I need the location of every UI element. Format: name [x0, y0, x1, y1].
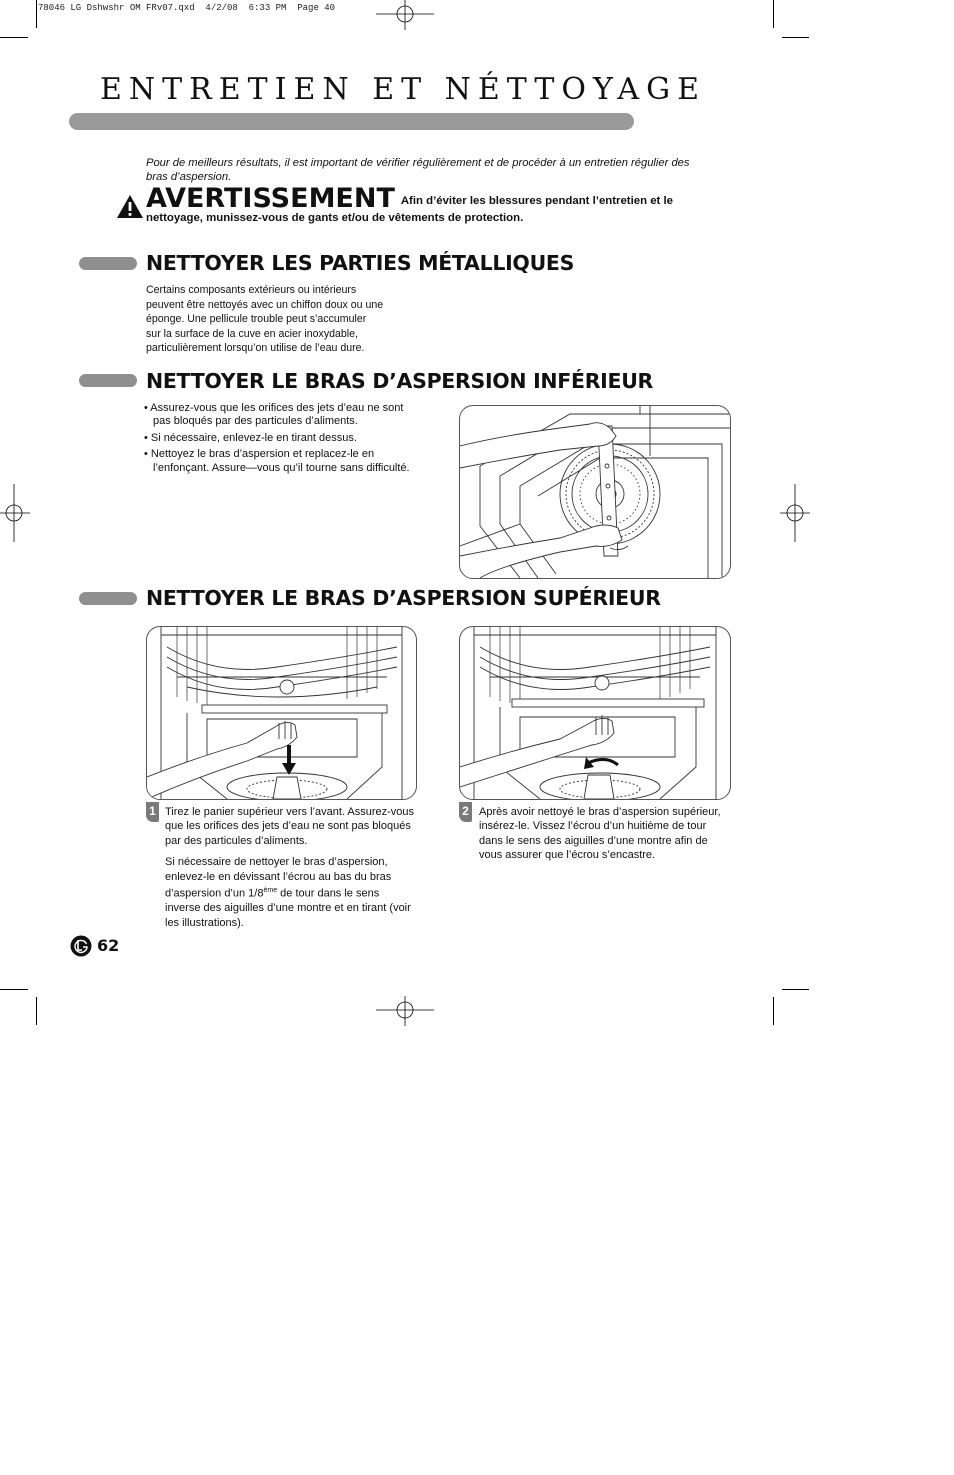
list-item: • Assurez-vous que les orifices des jets d’eau ne sont pas bloqués par des particules d’aliments.	[144, 402, 404, 428]
step1-paragraph-2	[165, 855, 415, 930]
section-marker-metal	[79, 257, 137, 270]
intro-text: Pour de meilleurs résultats, il est important de vérifier régulièrement et de procéder à un entretien régulier des bras d’aspersion.	[146, 157, 690, 183]
page-title: ENTRETIEN ET NÉTTOYAGE	[100, 72, 706, 107]
step1-paragraph: Tirez le panier supérieur vers l’avant. Assurez-vous que les orifices des jets d’eau ne sont pas bloqués par des particules d’aliments.	[165, 806, 415, 847]
registration-mark-left	[0, 484, 30, 542]
warning-block	[146, 183, 706, 227]
metal-line: éponge. Une pellicule trouble peut s’accumuler	[146, 313, 367, 326]
lower-arm-list	[144, 402, 416, 478]
heading-lower-arm: NETTOYER LE BRAS D’ASPERSION INFÉRIEUR	[146, 369, 654, 393]
step1-text	[165, 805, 415, 937]
metal-line: Certains composants extérieurs ou intérieurs	[146, 284, 357, 296]
warning-label: AVERTISSEMENT	[146, 183, 395, 214]
warning-text: Afin d’éviter les blessures pendant l’entretien et le nettoyage, munissez-vous de gants et/ou de vêtements de protection.	[146, 195, 674, 224]
page-number: 62	[97, 936, 120, 955]
registration-mark-bottom	[376, 996, 434, 1026]
warning-triangle-icon	[116, 194, 144, 219]
step1-text2b: de tour dans le sens inverse des aiguilles d’une montre et en tirant (voir les illustrations).	[165, 887, 411, 929]
step-number-1: 1	[146, 802, 159, 822]
print-slug: 78046 LG Dshwshr OM FRv07.qxd 4/2/08 6:33 PM Page 40	[38, 3, 336, 13]
step2-text	[479, 805, 724, 870]
lg-logo-icon	[70, 935, 92, 957]
step1-text2a: Si nécessaire de nettoyer le bras d’aspersion, enlevez-le en dévissant l’écrou au bas du bras d’aspersion d’un 1/8	[165, 856, 392, 900]
title-bar	[69, 113, 634, 130]
heading-metal: NETTOYER LES PARTIES MÉTALLIQUES	[146, 251, 575, 275]
step-number-2: 2	[459, 802, 472, 822]
metal-line: particulièrement lorsqu’on utilise de l’eau dure.	[146, 342, 365, 355]
lower-spray-arm-illustration	[459, 405, 731, 579]
metal-line: peuvent être nettoyés avec un chiffon doux ou une	[146, 298, 384, 311]
step1-superscript: ème	[263, 887, 278, 895]
step2-paragraph: Après avoir nettoyé le bras d’aspersion supérieur, insérez-le. Vissez l’écrou d’un huitième de tour dans le sens des aiguilles d’une montre afin de vous assurer que l’écrou s’encastre.	[479, 806, 721, 862]
list-item: • Si nécessaire, enlevez-le en tirant dessus.	[144, 431, 357, 444]
metal-text	[146, 283, 416, 356]
metal-line: sur la surface de la cuve en acier inoxydable,	[146, 327, 358, 340]
registration-mark-top	[376, 0, 434, 30]
list-item: • Nettoyez le bras d’aspersion et replacez-le en l’enfonçant. Assure—vous qu’il tourne sans difficulté.	[144, 448, 410, 474]
upper-arm-step1-illustration	[146, 626, 417, 800]
section-marker-lower	[79, 374, 137, 387]
upper-arm-step2-illustration	[459, 626, 731, 800]
heading-upper-arm: NETTOYER LE BRAS D’ASPERSION SUPÉRIEUR	[146, 586, 661, 610]
registration-mark-right	[780, 484, 810, 542]
section-marker-upper	[79, 592, 137, 605]
